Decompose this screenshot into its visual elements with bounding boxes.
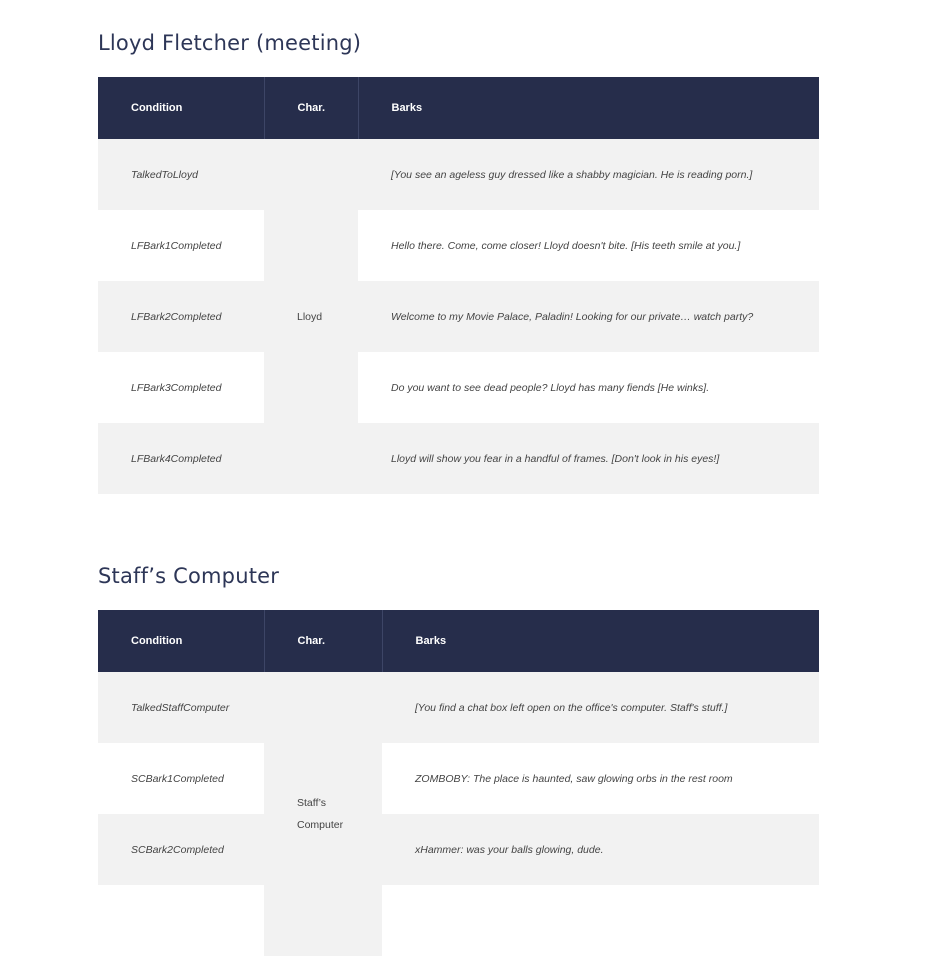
table-row	[98, 210, 819, 281]
condition-cell: LFBark4Completed	[98, 423, 264, 494]
section-title-staff-computer: Staff’s Computer	[98, 564, 280, 588]
bark-cell	[382, 885, 819, 956]
header-condition: Condition	[98, 610, 264, 672]
table-row	[98, 352, 819, 423]
section-title-lloyd: Lloyd Fletcher (meeting)	[98, 31, 362, 55]
bark-cell: Hello there. Come, come closer! Lloyd doesn't bite. [His teeth smile at you.]	[358, 210, 819, 281]
table-row	[98, 672, 819, 743]
header-barks: Barks	[358, 77, 819, 139]
character-line: Computer	[297, 819, 344, 831]
table-row	[98, 139, 819, 210]
table-row	[98, 743, 819, 814]
condition-cell: LFBark3Completed	[98, 352, 264, 423]
table-header-row	[98, 610, 819, 672]
table-header-row	[98, 77, 819, 139]
bark-cell: [You find a chat box left open on the office's computer. Staff's stuff.]	[382, 672, 819, 743]
bark-cell: Lloyd will show you fear in a handful of frames. [Don't look in his eyes!]	[358, 423, 819, 494]
condition-cell: LFBark1Completed	[98, 210, 264, 281]
header-char: Char.	[264, 77, 358, 139]
character-cell	[264, 672, 382, 956]
bark-cell: [You see an ageless guy dressed like a shabby magician. He is reading porn.]	[358, 139, 819, 210]
table-row	[98, 885, 819, 956]
bark-cell: xHammer: was your balls glowing, dude.	[382, 814, 819, 885]
bark-table-lloyd	[98, 77, 819, 494]
bark-cell: Welcome to my Movie Palace, Paladin! Looking for our private… watch party?	[358, 281, 819, 352]
table-row	[98, 423, 819, 494]
table-row	[98, 814, 819, 885]
character-line: Staff’s	[297, 797, 326, 809]
condition-cell: SCBark1Completed	[98, 743, 264, 814]
bark-table-staff-computer	[98, 610, 819, 956]
character-cell: Lloyd	[264, 139, 358, 494]
condition-cell: TalkedToLloyd	[98, 139, 264, 210]
header-char: Char.	[264, 610, 382, 672]
bark-cell: Do you want to see dead people? Lloyd has many fiends [He winks].	[358, 352, 819, 423]
condition-cell: LFBark2Completed	[98, 281, 264, 352]
bark-cell: ZOMBOBY: The place is haunted, saw glowing orbs in the rest room	[382, 743, 819, 814]
table-row	[98, 281, 819, 352]
condition-cell	[98, 885, 264, 956]
header-condition: Condition	[98, 77, 264, 139]
condition-cell: TalkedStaffComputer	[98, 672, 264, 743]
condition-cell: SCBark2Completed	[98, 814, 264, 885]
header-barks: Barks	[382, 610, 819, 672]
